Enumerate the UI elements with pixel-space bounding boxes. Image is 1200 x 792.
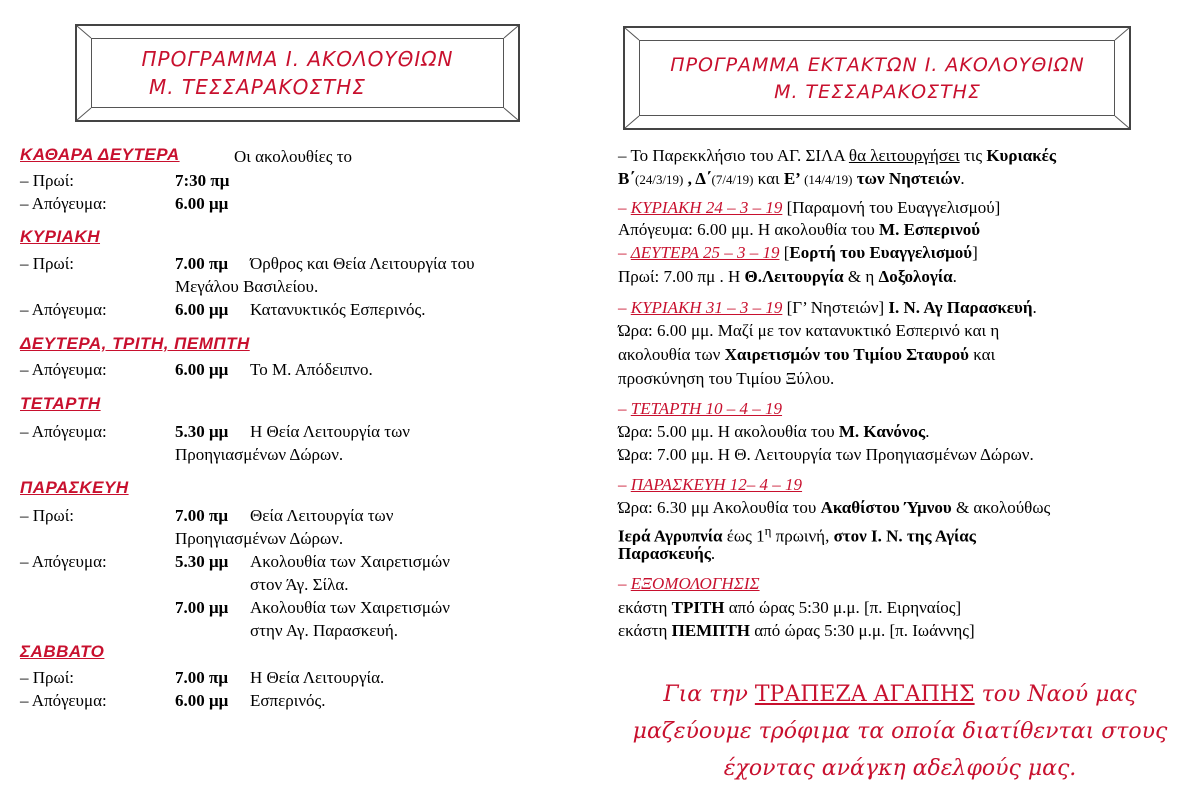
row-time: 6.00 μμ (175, 194, 229, 213)
row-time: 6.00 μμ (175, 691, 229, 710)
paragraph-line: – ΔΕΥΤΕΡΑ 25 – 3 – 19 [Εορτή του Ευαγγελισμού] (618, 243, 978, 262)
text: Δοξολογία (878, 267, 953, 286)
text: Πρωί: 7.00 πμ . Η (618, 267, 745, 286)
text: . (1032, 298, 1037, 317)
text: Ιερά Αγρυπνία (618, 526, 723, 546)
text: θα λειτουργήσει (848, 146, 960, 165)
text: Β΄ (618, 169, 635, 188)
text: & η (843, 267, 879, 286)
agape-line: έχοντας ανάγκη αδελφούς μας. (723, 756, 1077, 781)
text: πρωινή, (771, 526, 834, 546)
agape-line: μαζεύουμε τρόφιμα τα οποία διατίθενται στους (632, 719, 1168, 744)
text: Θ.Λειτουργία (744, 267, 844, 286)
row-description-cont: στον Άγ. Σίλα. (250, 575, 349, 594)
section-heading: ΠΑΡΑΣΚΕΥΗ (20, 478, 129, 497)
paragraph-line: – ΚΥΡΙΑΚΗ 31 – 3 – 19 [Γ’ Νηστειών] Ι. Ν. Αγ Παρασκευή. (618, 298, 1037, 317)
text: στον Ι. Ν. της Αγίας (833, 526, 976, 546)
row-time: 7.00 πμ (175, 254, 228, 273)
row-label: – Απόγευμα: (20, 422, 107, 441)
paragraph-line (618, 497, 1050, 519)
text: [Παραμονή του Ευαγγελισμού] (782, 198, 1001, 217)
row-time: 7.00 πμ (175, 506, 228, 525)
row-description: Η Θεία Λειτουργία. (250, 668, 385, 687)
paragraph-line: – ΠΑΡΑΣΚΕΥΗ 12– 4 – 19 (618, 475, 803, 494)
text: των Νηστειών (852, 169, 961, 188)
paragraph-line: Ώρα: 6.00 μμ. Μαζί με τον κατανυκτικό Εσπερινό και η (618, 321, 1000, 340)
paragraph-line: προσκύνηση του Τιμίου Ξύλου. (618, 369, 835, 388)
event-date-heading: ΠΑΡΑΣΚΕΥΗ 12– 4 – 19 (630, 475, 803, 494)
text: (24/3/19) (635, 172, 684, 187)
paragraph-line (618, 344, 995, 366)
text: και (969, 345, 996, 364)
text: Για την (663, 682, 755, 707)
paragraph-line (618, 145, 1056, 167)
paragraph-line (618, 421, 929, 443)
text: Ι. Ν. Αγ Παρασκευή (888, 298, 1033, 317)
text: [Γ’ Νηστειών] (782, 298, 889, 317)
text: Εορτή του Ευαγγελισμού (789, 243, 973, 262)
right-title-line2: Μ. ΤΕΣΣΑΡΑΚΟΣΤΗΣ (774, 81, 981, 103)
paragraph-line (618, 543, 715, 565)
row-time: 5.30 μμ (175, 552, 229, 571)
row-label: – Απόγευμα: (20, 360, 107, 379)
text: , Δ΄ (683, 169, 712, 188)
left-title-line2: Μ. ΤΕΣΣΑΡΑΚΟΣΤΗΣ (149, 75, 366, 99)
paragraph-line (618, 266, 957, 288)
row-description: Ακολουθία των Χαιρετισμών (250, 598, 450, 617)
text: εκάστη (618, 598, 672, 617)
event-date-heading: ΤΕΤΑΡΤΗ 10 – 4 – 19 (630, 399, 783, 418)
row-description-cont: Προηγιασμένων Δώρων. (175, 529, 344, 548)
row-label: – Πρωί: (20, 171, 74, 190)
text: Ώρα: 6.30 (618, 498, 691, 517)
text: από ώρας 5:30 μ.μ. [π. Ιωάννης] (750, 621, 975, 640)
text: έως 1 (722, 526, 765, 546)
text: Μ. Κανόνος (838, 422, 926, 441)
event-date-heading: ΚΥΡΙΑΚΗ 24 – 3 – 19 (630, 198, 783, 217)
text: Κυριακές (986, 146, 1057, 165)
row-label: – Απόγευμα: (20, 552, 107, 571)
text: και (753, 169, 784, 188)
row-time: 6.00 μμ (175, 300, 229, 319)
text: . (960, 169, 965, 188)
paragraph-line (618, 597, 961, 619)
text: Απόγευμα: 6.00 μμ. Η ακολουθία του (618, 220, 880, 239)
text: Μ. Εσπερινού (879, 220, 981, 239)
paragraph-line: – ΕΞΟΜΟΛΟΓΗΣΙΣ (618, 574, 760, 593)
text: ΤΡΙΤΗ (671, 598, 725, 617)
row-description: Το Μ. Απόδειπνο. (250, 360, 373, 379)
row-description: Εσπερινός. (250, 691, 326, 710)
text: Παρασκευής (618, 544, 711, 563)
row-time: 7:30 πμ (175, 171, 230, 190)
text: του Ναού μας (974, 682, 1137, 707)
text: . (925, 422, 930, 441)
agape-line (620, 676, 1180, 713)
text: ΠΕΜΠΤΗ (671, 621, 751, 640)
text: Χαιρετισμών του Τιμίου Σταυρού (724, 345, 970, 364)
paragraph-line (618, 219, 980, 241)
text: (14/4/19) (800, 172, 853, 187)
section-note: Οι ακολουθίες το (234, 147, 353, 166)
text: ] (972, 243, 978, 262)
left-title-line1: ΠΡΟΓΡΑΜΜΑ Ι. ΑΚΟΛΟΥΘΙΩΝ (141, 47, 454, 71)
text: ακολουθία των (618, 345, 725, 364)
paragraph-line: Ώρα: 7.00 μμ. Η Θ. Λειτουργία των Προηγιασμένων Δώρων. (618, 445, 1034, 464)
paragraph-line (618, 168, 965, 191)
paragraph-line: – ΤΕΤΑΡΤΗ 10 – 4 – 19 (618, 399, 783, 418)
row-description-cont: στην Αγ. Παρασκευή. (250, 621, 399, 640)
text: . (952, 267, 957, 286)
row-description: Ακολουθία των Χαιρετισμών (250, 552, 450, 571)
text: . (710, 544, 716, 563)
text: & ακολούθως (951, 498, 1051, 517)
row-label: – Πρωί: (20, 668, 74, 687)
text: η (764, 523, 772, 538)
paragraph-line (618, 620, 975, 642)
row-description: Η Θεία Λειτουργία των (250, 422, 410, 441)
text: εκάστη (618, 621, 672, 640)
text: – Το Παρεκκλήσιο του ΑΓ. ΣΙΛΑ (618, 146, 849, 165)
row-description-cont: Μεγάλου Βασιλείου. (175, 277, 319, 296)
text: Ε’ (783, 169, 801, 188)
row-label: – Απόγευμα: (20, 691, 107, 710)
text: Ακαθίστου Ύμνου (820, 498, 952, 517)
section-heading: ΔΕΥΤΕΡΑ, ΤΡΙΤΗ, ΠΕΜΠΤΗ (20, 334, 250, 353)
section-heading: ΚΥΡΙΑΚΗ (20, 227, 101, 246)
row-label: – Απόγευμα: (20, 194, 107, 213)
row-description: Θεία Λειτουργία των (250, 506, 394, 525)
text: τις (959, 146, 987, 165)
text: από ώρας 5:30 μ.μ. [π. Ειρηναίος] (724, 598, 962, 617)
event-date-heading: ΚΥΡΙΑΚΗ 31 – 3 – 19 (630, 298, 783, 317)
text: ΤΡΑΠΕΖΑ ΑΓΑΠΗΣ (754, 682, 975, 707)
text: (7/4/19) (711, 172, 754, 187)
row-time: 7.00 πμ (175, 668, 228, 687)
text: Ώρα: 5.00 μμ. Η ακολουθία του (618, 422, 839, 441)
event-date-heading: ΔΕΥΤΕΡΑ 25 – 3 – 19 (630, 243, 780, 262)
row-time: 7.00 μμ (175, 598, 229, 617)
paragraph-line: – ΚΥΡΙΑΚΗ 24 – 3 – 19 [Παραμονή του Ευαγγελισμού] (618, 198, 1001, 217)
row-description: Κατανυκτικός Εσπερινός. (250, 300, 426, 319)
text: Ακολουθία του (709, 498, 821, 517)
row-label: – Πρωί: (20, 254, 74, 273)
row-description-cont: Προηγιασμένων Δώρων. (175, 445, 344, 464)
right-title-line1: ΠΡΟΓΡΑΜΜΑ ΕΚΤΑΚΤΩΝ Ι. ΑΚΟΛΟΥΘΙΩΝ (670, 54, 1085, 76)
text: [ (779, 243, 790, 262)
row-description: Όρθρος και Θεία Λειτουργία του (250, 254, 475, 273)
text: μμ (691, 498, 710, 517)
section-heading: ΣΑΒΒΑΤΟ (20, 642, 105, 661)
row-time: 6.00 μμ (175, 360, 229, 379)
event-date-heading: ΕΞΟΜΟΛΟΓΗΣΙΣ (630, 574, 760, 593)
row-time: 5.30 μμ (175, 422, 229, 441)
section-heading: ΤΕΤΑΡΤΗ (20, 394, 101, 413)
section-heading: ΚΑΘΑΡΑ ΔΕΥΤΕΡΑ (20, 145, 180, 164)
row-label: – Απόγευμα: (20, 300, 107, 319)
row-label: – Πρωί: (20, 506, 74, 525)
